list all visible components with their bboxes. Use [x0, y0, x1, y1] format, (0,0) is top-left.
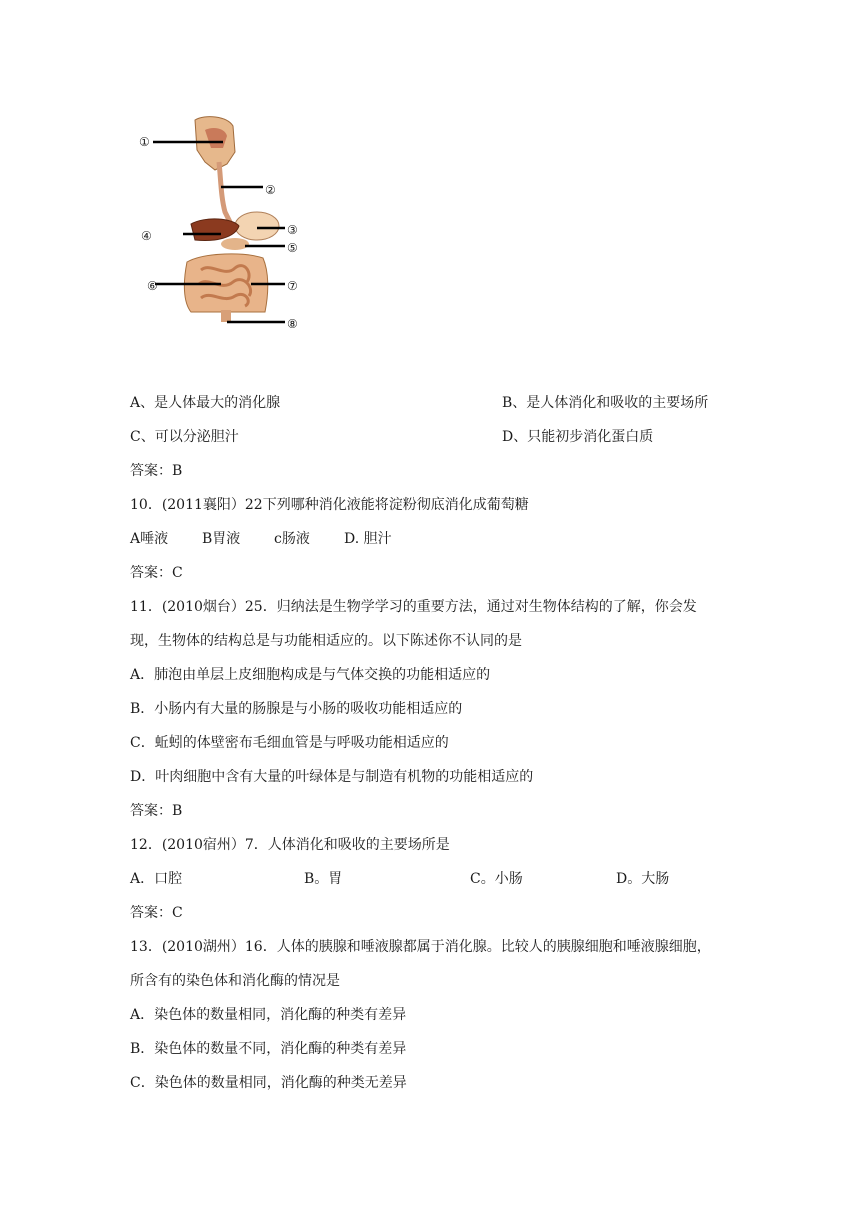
- q9-option-d: D、只能初步消化蛋白质: [502, 429, 654, 445]
- q9-option-a: A、是人体最大的消化腺: [130, 395, 281, 411]
- q10-options: [130, 529, 392, 549]
- q11-answer: 答案：B: [130, 803, 183, 819]
- q12-options: [130, 869, 669, 889]
- q12-option-c: C。小肠: [470, 871, 523, 887]
- q10-option-a: A唾液: [130, 531, 169, 547]
- q12-option-a: A．口腔: [130, 871, 183, 887]
- q10-option-c: c肠液: [274, 531, 310, 547]
- figure-label-8: ⑧: [287, 317, 298, 328]
- q13-option-a: A．染色体的数量相同，消化酶的种类有差异: [130, 1007, 407, 1023]
- q13-option-c: C．染色体的数量相同，消化酶的种类无差异: [130, 1075, 407, 1091]
- q9-options-row2: [130, 427, 654, 447]
- q11-option-a: A．肺泡由单层上皮细胞构成是与气体交换的功能相适应的: [130, 667, 491, 683]
- q12-option-b: B。胃: [304, 871, 343, 887]
- q11-option-b: B．小肠内有大量的肠腺是与小肠的吸收功能相适应的: [130, 701, 463, 717]
- figure-label-2: ②: [265, 183, 276, 197]
- q10-option-d: D. 胆汁: [344, 531, 392, 547]
- q13-stem-line2: 所含有的染色体和消化酶的情况是: [130, 973, 340, 989]
- figure-label-6: ⑥: [147, 279, 158, 293]
- q11-option-d: D．叶肉细胞中含有大量的叶绿体是与制造有机物的功能相适应的: [130, 769, 534, 785]
- q13-stem-line1: 13．(2010湖州）16．人体的胰腺和唾液腺都属于消化腺。比较人的胰腺细胞和唾液腺细胞，: [130, 939, 711, 955]
- q9-option-b: B、是人体消化和吸收的主要场所: [502, 395, 709, 411]
- q12-stem: 12．(2010宿州）7．人体消化和吸收的主要场所是: [130, 837, 450, 853]
- q10-stem: 10．(2011襄阳）22下列哪种消化液能将淀粉彻底消化成葡萄糖: [130, 497, 529, 513]
- figure-label-5: ⑤: [287, 241, 298, 255]
- q12-option-d: D。大肠: [616, 871, 670, 887]
- q13-option-b: B．染色体的数量不同，消化酶的种类有差异: [130, 1041, 407, 1057]
- q9-options-row1: [130, 393, 709, 413]
- figure-label-7: ⑦: [287, 279, 298, 293]
- q9-option-c: C、可以分泌胆汁: [130, 429, 239, 445]
- figure-label-4: ④: [141, 229, 152, 243]
- q10-option-b: B胃液: [202, 531, 241, 547]
- q11-option-c: C．蚯蚓的体壁密布毛细血管是与呼吸功能相适应的: [130, 735, 449, 751]
- digestive-system-diagram: [135, 112, 310, 328]
- q11-stem-line1: 11．(2010烟台）25．归纳法是生物学学习的重要方法，通过对生物体结构的了解，你会发: [130, 599, 697, 615]
- q9-answer: 答案：B: [130, 463, 183, 479]
- figure-label-1: ①: [139, 135, 150, 149]
- figure-label-3: ③: [287, 223, 298, 237]
- q12-answer: 答案：C: [130, 905, 183, 921]
- q10-answer: 答案：C: [130, 565, 183, 581]
- q11-stem-line2: 现，生物体的结构总是与功能相适应的。以下陈述你不认同的是: [130, 633, 522, 649]
